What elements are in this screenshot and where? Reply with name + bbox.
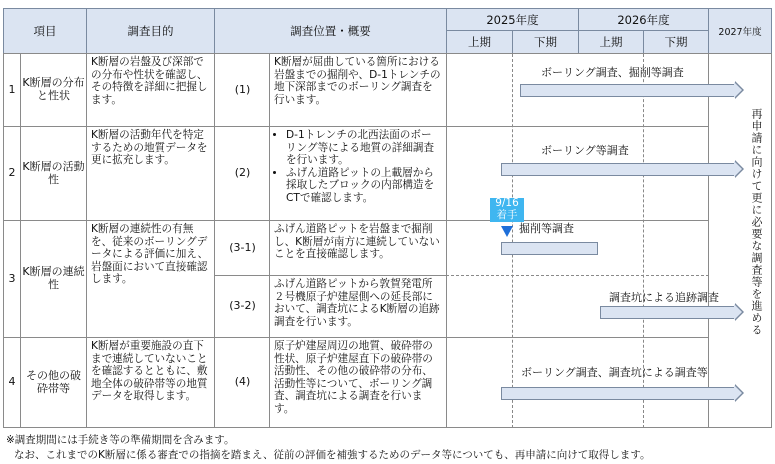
header-h2: 下期 (512, 30, 579, 54)
row-code: (4) (214, 337, 270, 428)
schedule-bar (520, 84, 736, 97)
header-h3: 上期 (578, 30, 644, 54)
row-item: K断層の活動性 (20, 126, 87, 221)
bar-label: ボーリング等調査 (541, 144, 629, 157)
header-location: 調査位置・概要 (214, 8, 447, 54)
row-purpose: K断層が重要施設の直下まで連続していないことを確認するとともに、敷地全体の破砕帯等の地質データを取得します。 (86, 337, 215, 428)
row-number: 2 (3, 126, 21, 221)
row-item: K断層の連続性 (20, 220, 87, 338)
bar-label: 掘削等調査 (519, 222, 574, 235)
arrow-head-icon (735, 81, 744, 99)
row-description: 原子炉建屋周辺の地質、破砕帯の性状、原子炉建屋直下の破砕帯の活動性、その他の破砕帯の分布、活動性等について、ボーリング調査、調査坑による調査を行います。 (269, 337, 447, 428)
row-purpose: K断層の活動年代を特定するための地質データを更に拡充します。 (86, 126, 215, 221)
marker-date: 9/16 (495, 197, 519, 209)
schedule-bar (600, 306, 736, 319)
schedule-bar (501, 163, 736, 176)
schedule-bar (501, 387, 736, 400)
row-description: K断層が屈曲している箇所における岩盤までの掘削や、D-1トレンチの地下深部までのボーリング調査を行います。 (269, 53, 447, 127)
arrow-head-icon (735, 160, 744, 178)
row-code: (3-1) (214, 220, 270, 276)
schedule-bar (501, 242, 598, 255)
header-purpose: 調査目的 (86, 8, 215, 54)
bar-label: ボーリング調査、調査坑による調査等 (521, 366, 708, 379)
row-divider (446, 337, 709, 338)
arrow-head-icon (735, 303, 744, 321)
header-h4: 下期 (643, 30, 709, 54)
row-number: 3 (3, 220, 21, 338)
bullet-item: • D-1トレンチの北西法面のボーリング等による地質の詳細調査を行います。 (286, 129, 442, 167)
start-marker-triangle-icon (501, 226, 513, 237)
row-item: その他の破砕帯等 (20, 337, 87, 428)
header-item: 項目 (3, 8, 87, 54)
start-marker-label (490, 198, 524, 222)
row-divider (446, 126, 709, 127)
row-purpose: K断層の岩盤及び深部での分布や性状を確認し、その特徴を詳細に把握します。 (86, 53, 215, 127)
row-description: ふげん道路ピットを岩盤まで掘削し、K断層が南方に連続していないことを直接確認します。 (269, 220, 447, 276)
row-code: (2) (214, 126, 270, 221)
row-divider (446, 275, 709, 276)
row-item: K断層の分布と性状 (20, 53, 87, 127)
side-note-vertical: 再申請に向けて更に必要な調査等を進める (750, 108, 763, 336)
arrow-head-icon (735, 384, 744, 402)
row-code: (1) (214, 53, 270, 127)
bar-label: ボーリング調査、掘削等調査 (541, 66, 684, 79)
row-purpose: K断層の連続性の有無を、従来のボーリングデータによる評価に加え、岩盤面において直接確認します。 (86, 220, 215, 338)
bullet-item: • ふげん道路ピットの上載層から採取したブロックの内部構造をCTで確認します。 (286, 167, 442, 205)
schedule-table (3, 8, 772, 428)
footnote: なお、これまでのK断層に係る審査での指摘を踏まえ、従前の評価を補強するためのデータ等についても、再申請に向けて取得します。 (14, 449, 651, 461)
marker-label: 着手 (496, 208, 518, 221)
bar-label: 調査坑による追跡調査 (609, 291, 719, 304)
row-divider (446, 220, 709, 221)
header-fy2026: 2026年度 (578, 8, 709, 31)
row-description: ふげん道路ピットから敦賀発電所２号機原子炉建屋側への延長部において、調査坑によるK断層の追跡調査を行います。 (269, 275, 447, 338)
header-fy2027: 2027年度 (708, 8, 772, 54)
header-h1: 上期 (446, 30, 513, 54)
row-code: (3-2) (214, 275, 270, 338)
row-description (269, 126, 447, 221)
footnote: ※調査期間には手続き等の準備期間を含みます。 (6, 434, 235, 446)
header-fy2025: 2025年度 (446, 8, 579, 31)
row-number: 1 (3, 53, 21, 127)
row-number: 4 (3, 337, 21, 428)
